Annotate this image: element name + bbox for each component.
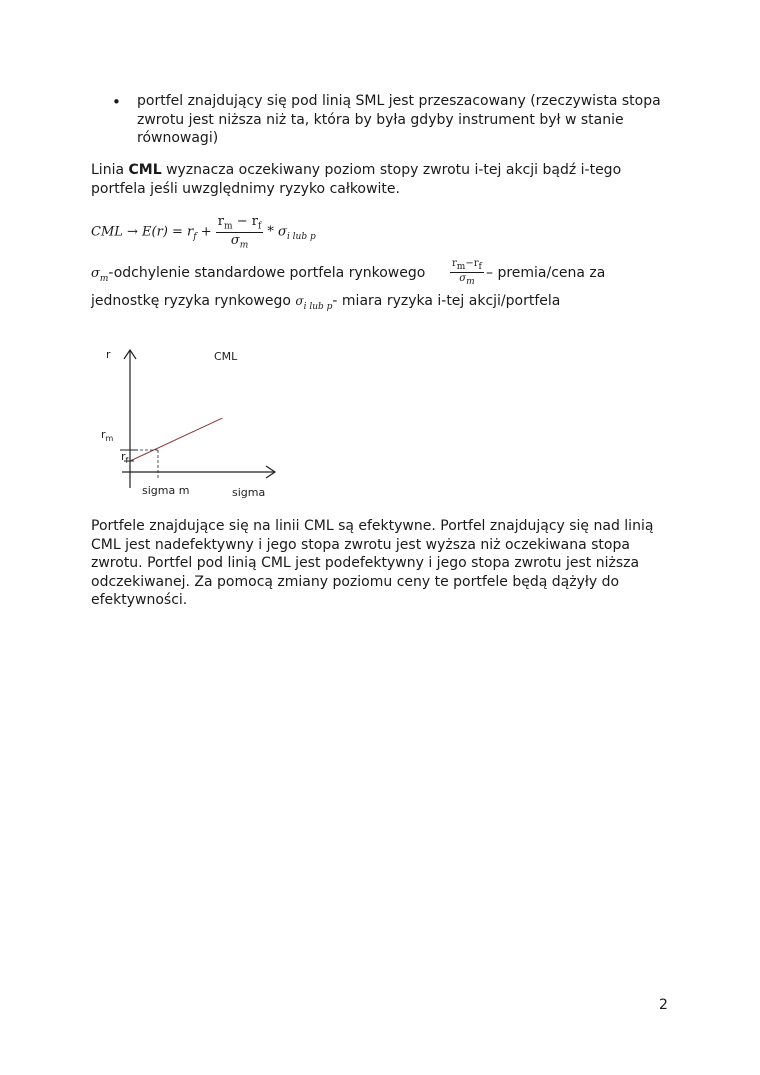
cml-line-label: CML bbox=[214, 350, 238, 363]
bullet-line: zwrotu jest niższa niż ta, która by była gdyby instrument był w stanie bbox=[137, 111, 624, 128]
bullet-paragraph bbox=[137, 92, 661, 148]
y-axis-label: r bbox=[106, 348, 111, 361]
definition-line-2 bbox=[91, 293, 560, 312]
formula-lhs-sub: f bbox=[193, 232, 197, 243]
definition-line-1 bbox=[91, 265, 425, 284]
closing-line: odczekiwanej. Za pomocą zmiany poziomu ceny te portfele będą dążyły do bbox=[91, 573, 620, 590]
frac-num-mid: − r bbox=[232, 214, 258, 229]
premium-frac-sub: f bbox=[478, 262, 482, 272]
rm-label-main: r bbox=[101, 428, 106, 441]
premium-frac-den-sub: m bbox=[466, 277, 475, 287]
bullet-line: portfel znajdujący się pod linią SML jest przeszacowany (rzeczywista stopa bbox=[137, 93, 661, 109]
sigma-i-sub: i lub p bbox=[303, 301, 333, 312]
sigma-i-description: - miara ryzyka i-tej akcji/portfela bbox=[332, 293, 561, 309]
premium-frac-den: σ bbox=[459, 273, 467, 284]
premium-frac-sub: m bbox=[456, 262, 466, 272]
premium-description: – premia/cena za bbox=[486, 265, 606, 281]
bullet-line: równowagi) bbox=[137, 130, 219, 146]
formula-plus: + bbox=[196, 224, 216, 240]
sigma-i-symbol: σ bbox=[295, 294, 304, 308]
intro-rest: wyznacza oczekiwany poziom stopy zwrotu i-tej akcji bądź i-tego bbox=[161, 162, 622, 178]
formula-lhs: CML → E(r) = r bbox=[91, 224, 194, 240]
unit-risk-text: jednostkę ryzyka rynkowego bbox=[91, 293, 296, 309]
cml-chart bbox=[90, 338, 290, 508]
formula-tail-sub: i lub p bbox=[286, 232, 316, 243]
closing-line: efektywności. bbox=[91, 592, 188, 608]
formula-tail: * σ bbox=[267, 224, 287, 240]
frac-den-sub: m bbox=[239, 240, 249, 251]
sigma-m-sub: m bbox=[99, 273, 109, 284]
cml-bold-term: CML bbox=[128, 162, 162, 178]
closing-paragraph bbox=[91, 517, 653, 610]
closing-line: Portfele znajdujące się na linii CML są efektywne. Portfel znajdujący się nad linią bbox=[91, 518, 654, 534]
page-number: 2 bbox=[659, 997, 668, 1013]
bullet-dot: • bbox=[112, 93, 121, 111]
rf-label bbox=[121, 450, 129, 465]
premium-frac-num: r bbox=[452, 258, 457, 269]
rf-label-main: r bbox=[121, 450, 126, 463]
premium-fraction bbox=[450, 258, 484, 287]
cml-intro-paragraph bbox=[91, 161, 621, 198]
cml-line bbox=[130, 418, 222, 461]
cml-intro-line bbox=[91, 161, 621, 180]
formula-fraction bbox=[216, 214, 263, 250]
frac-den: σ bbox=[230, 232, 240, 248]
sigma-m-label: sigma m bbox=[142, 484, 190, 497]
rm-label-sub: m bbox=[105, 434, 114, 443]
sigma-m-symbol: σ bbox=[91, 266, 100, 281]
frac-num-sub: f bbox=[257, 221, 262, 232]
cml-intro-line: portfela jeśli uwzględnimy ryzyko całkowite. bbox=[91, 180, 400, 197]
frac-num: r bbox=[217, 214, 225, 229]
intro-prefix: Linia bbox=[91, 162, 129, 178]
rf-label-sub: f bbox=[125, 456, 129, 465]
x-axis bbox=[122, 466, 275, 478]
frac-num-sub: m bbox=[224, 221, 233, 232]
rm-label bbox=[101, 428, 114, 443]
premium-frac-mid: −r bbox=[465, 258, 479, 269]
closing-line: CML jest nadefektywny i jego stopa zwrotu jest wyższa niż oczekiwana stopa bbox=[91, 536, 630, 553]
y-axis bbox=[124, 350, 136, 488]
cml-formula bbox=[91, 214, 316, 250]
sigma-m-description: -odchylenie standardowe portfela rynkowego bbox=[108, 265, 426, 281]
x-axis-label: sigma bbox=[232, 486, 266, 499]
closing-line: zwrotu. Portfel pod linią CML jest podefektywny i jego stopa zwrotu jest niższa bbox=[91, 555, 640, 571]
